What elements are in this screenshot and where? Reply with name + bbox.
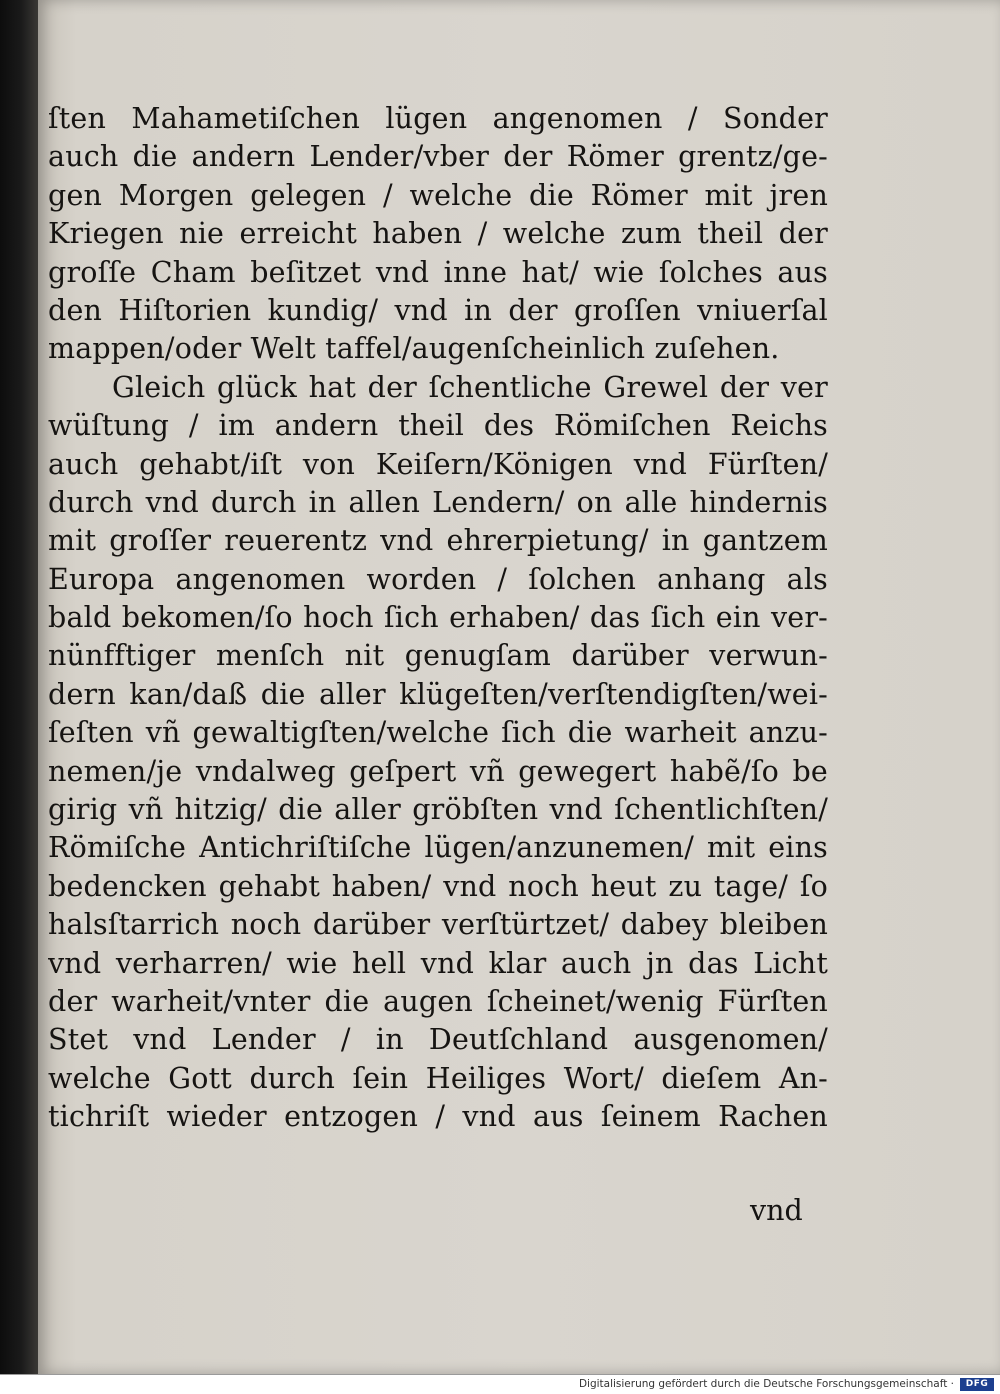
text-line: durch vnd durch in allen Lendern/ on alle hindernis [48, 485, 828, 519]
text-line: ſeſten vñ gewaltigſten/welche ſich die warheit anzu- [48, 716, 828, 750]
text-line: tichriſt wieder entzogen / vnd aus ſeinem Rachen [48, 1100, 828, 1134]
text-line: groſſe Cham beſitzet vnd inne hat/ wie ſolches aus [48, 255, 828, 289]
text-line: gen Morgen gelegen / welche die Römer mit jren [48, 178, 828, 212]
text-line: welche Gott durch ſein Heiliges Wort/ dieſem An- [48, 1061, 828, 1095]
text-line: mit groſſer reuerentz vnd ehrerpietung/ in gantzem [48, 524, 828, 558]
dfg-logo: DFG [960, 1378, 994, 1391]
funding-credit: Digitalisierung gefördert durch die Deutsche Forschungsgemeinschaft · [578, 1378, 954, 1390]
text-line: der warheit/vnter die augen ſcheinet/wenig Fürſten [48, 984, 828, 1018]
page-text-block [48, 100, 828, 1137]
text-line: bald bekomen/ſo hoch ſich erhaben/ das ſich ein ver- [48, 601, 828, 635]
text-line: nünfftiger menſch nit genugſam darüber verwun- [48, 639, 828, 673]
text-line: auch die andern Lender/vber der Römer grentz/ge- [48, 140, 828, 174]
text-line: Europa angenomen worden / ſolchen anhang als [48, 562, 828, 596]
footer-bar [0, 1374, 1000, 1394]
text-line: halsſtarrich noch darüber verſtürtzet/ dabey bleiben [48, 908, 828, 942]
text-line: wüſtung / im andern theil des Römiſchen Reichs [48, 409, 828, 443]
text-line: Gleich glück hat der ſchentliche Grewel der ver [112, 370, 828, 404]
text-line: Stet vnd Lender / in Deutſchland ausgenomen/ [48, 1023, 828, 1057]
text-line: bedencken gehabt haben/ vnd noch heut zu tage/ ſo [48, 869, 828, 903]
scan-binding-edge [0, 0, 38, 1374]
text-line: nemen/je vndalweg geſpert vñ gewegert habẽ/ſo be [48, 754, 828, 788]
text-line: vnd verharren/ wie hell vnd klar auch jn das Licht [48, 946, 828, 980]
text-line: girig vñ hitzig/ die aller gröbſten vnd ſchentlichſten/ [48, 793, 828, 827]
text-line: dern kan/daß die aller klügeſten/verſtendigſten/wei- [48, 677, 828, 711]
text-line: ſten Mahametiſchen lügen angenomen / Sonder [48, 102, 828, 135]
text-line: Kriegen nie erreicht haben / welche zum theil der [48, 217, 828, 251]
catchword: vnd [750, 1194, 803, 1227]
text-line: auch gehabt/iſt von Keiſern/Königen vnd Fürſten/ [48, 447, 828, 481]
text-line: mappen/oder Welt taffel/augenſcheinlich zuſehen. [48, 332, 780, 366]
book-page [38, 0, 1000, 1374]
text-line: den Hiſtorien kundig/ vnd in der groſſen vniuerſal [48, 293, 828, 327]
text-line: Römiſche Antichriſtiſche lügen/anzunemen/ mit eins [48, 831, 828, 865]
